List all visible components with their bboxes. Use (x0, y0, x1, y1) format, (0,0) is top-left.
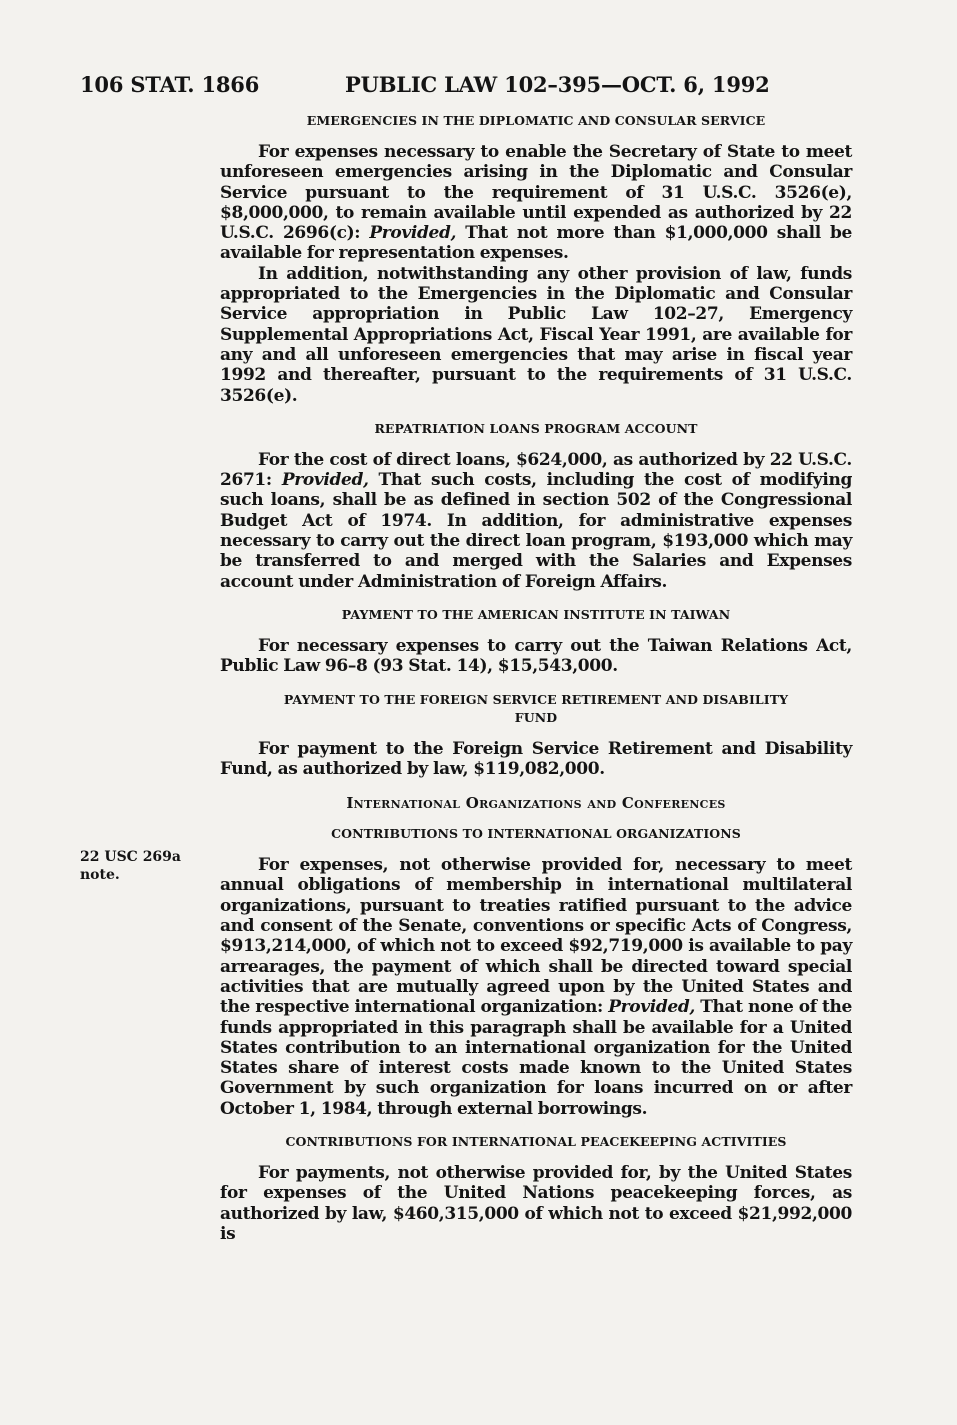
stat-page-number: 106 STAT. 1866 (80, 72, 260, 97)
public-law-title: PUBLIC LAW 102–395—OCT. 6, 1992 (345, 72, 770, 97)
paragraph: For payment to the Foreign Service Retirement and Disability Fund, as authorized by law, $119,082,000. (220, 738, 852, 779)
heading-line: PAYMENT TO THE FOREIGN SERVICE RETIREMENT AND DISABILITY (283, 691, 789, 707)
section-contributions (220, 825, 852, 1119)
paragraph: For necessary expenses to carry out the Taiwan Relations Act, Public Law 96–8 (93 Stat. 14), $15,543,000. (220, 635, 852, 677)
section-heading (220, 691, 852, 727)
margin-note (80, 848, 200, 884)
paragraph-text: That not more than $1,000,000 shall be available for representation expenses. (220, 223, 852, 264)
provided-clause: Provided, (281, 470, 369, 491)
section-heading: EMERGENCIES IN THE DIPLOMATIC AND CONSULAR SERVICE (306, 113, 766, 128)
paragraph: In addition, notwithstanding any other provision of law, funds appropriated to the Emergencies in the Diplomatic and Consular Service appropriation in Public Law 102–27, Emergency Supplemental Appropriations Act, Fiscal Year 1991, are available for any and all unforeseen emergencies that may arise in fiscal year 1992 and thereafter, pursuant to the requirements of 31 U.S.C. 3526(e). (220, 263, 852, 406)
margin-citation-note: note. (80, 867, 120, 883)
section-international (220, 793, 852, 813)
paragraph (220, 142, 852, 264)
paragraph-text: That such costs, including the cost of modifying such loans, shall be as defined in section 502 of the Congressional Budget Act of 1974. In addition, for administrative expenses necessary to carry out the direct loan program, $193,000 which may be transferred to and merged with the Salaries and Expenses account under Administration of Foreign Affairs. (220, 470, 852, 592)
section-heading: REPATRIATION LOANS PROGRAM ACCOUNT (374, 420, 698, 436)
paragraph-text: That none of the funds appropriated in this paragraph shall be available for a United States contribution to an international organization for the United States share of interest costs made known to the United States Government by such organization for loans incurred on or after October 1, 1984, through external borrowings. (220, 997, 852, 1119)
section-heading: CONTRIBUTIONS FOR INTERNATIONAL PEACEKEEPING ACTIVITIES (285, 1133, 787, 1149)
section-heading: PAYMENT TO THE AMERICAN INSTITUTE IN TAIWAN (341, 606, 731, 622)
section-taiwan (220, 606, 852, 677)
heading-line: FUND (514, 709, 558, 725)
section-peacekeeping (220, 1133, 852, 1244)
margin-citation: 22 USC 269a (80, 849, 181, 865)
major-heading: International Organizations and Conferences (346, 794, 726, 813)
paragraph-text: For the cost of direct loans, $624,000, as authorized by 22 U.S.C. 2671: (220, 449, 852, 491)
section-repatriation (220, 420, 852, 592)
provided-clause: Provided, (608, 997, 695, 1018)
paragraph-text: For expenses, not otherwise provided for, necessary to meet annual obligations of membership in international multilateral organizations, pursuant to treaties ratified pursuant to the advice and consent of the Senate, conventions or specific Acts of Congress, $913,214,000, of which not to exceed $92,719,000 is available to pay arrearages, the payment of which shall be directed toward special activities that are mutually agreed upon by the United States and the respective international organization: (220, 855, 852, 1018)
paragraph-text: For expenses necessary to enable the Secretary of State to meet unforeseen emergencies arising in the Diplomatic and Consular Service pursuant to the requirement of 31 U.S.C. 3526(e), $8,000,000, to remain available until expended as authorized by 22 U.S.C. 2696(c): (220, 142, 852, 244)
paragraph (220, 855, 852, 1119)
section-heading: CONTRIBUTIONS TO INTERNATIONAL ORGANIZATIONS (331, 826, 741, 842)
section-retirement (220, 691, 852, 780)
document-body (220, 112, 852, 1254)
paragraph: For payments, not otherwise provided for, by the United States for expenses of the United Nations peacekeeping forces, as authorized by law, $460,315,000 of which not to exceed $21,992,000 is (220, 1162, 852, 1244)
section-emergencies (220, 112, 852, 406)
provided-clause: Provided, (369, 223, 457, 244)
paragraph (220, 450, 852, 592)
